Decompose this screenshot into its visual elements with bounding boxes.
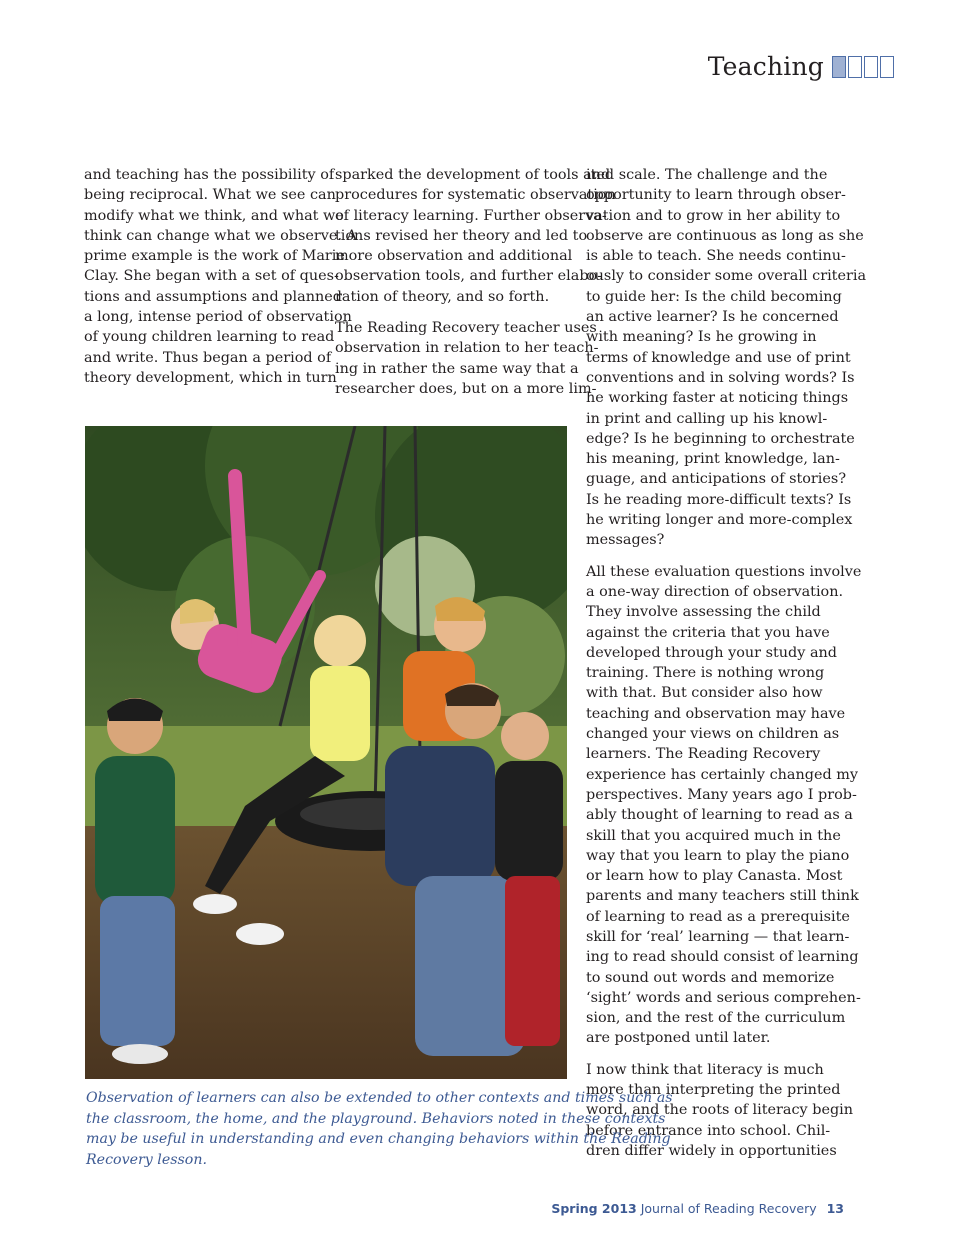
body-paragraph: [586, 165, 867, 551]
text-line: researcher does, but on a more lim-: [335, 380, 597, 397]
text-line: to guide her: Is the child becoming: [586, 288, 842, 305]
text-line: teaching and observation may have: [586, 705, 846, 722]
caption-line: the classroom, the home, and the playground. Behaviors noted in these contexts: [86, 1110, 666, 1127]
text-line: tions revised her theory and led to: [335, 227, 588, 244]
text-line: or learn how to play Canasta. Most: [586, 868, 843, 885]
text-line: guage, and anticipations of stories?: [586, 471, 847, 488]
text-line: ously to consider some overall criteria: [586, 268, 867, 285]
caption-line: may be useful in understanding and even changing behaviors within the Reading: [86, 1131, 671, 1147]
journal-name: Journal of Reading Recovery: [640, 1201, 817, 1216]
caption-line: Observation of learners can also be extended to other contexts and times such as: [86, 1090, 673, 1106]
text-line: a long, intense period of observation: [84, 309, 352, 326]
text-line: observation in relation to her teach-: [335, 340, 599, 357]
body-paragraph: [84, 165, 357, 388]
text-line: and teaching has the possibility of: [84, 167, 335, 183]
section-marker-icon: [832, 56, 894, 78]
text-line: observation tools, and further elabo-: [335, 268, 603, 285]
text-line: more than interpreting the printed: [586, 1082, 841, 1099]
text-line: opportunity to learn through obser-: [586, 187, 846, 204]
text-line: skill for ‘real’ learning — that learn-: [586, 928, 850, 945]
marker-box-filled: [832, 56, 846, 78]
caption-line: Recovery lesson.: [86, 1151, 207, 1168]
text-line: ited scale. The challenge and the: [586, 167, 828, 183]
text-line: conventions and in solving words? Is: [586, 369, 855, 386]
text-column-3: [586, 165, 867, 1172]
text-line: are postponed until later.: [586, 1030, 771, 1047]
photo-caption: [86, 1088, 673, 1170]
text-column-1: [84, 165, 357, 399]
text-line: theory development, which in turn: [84, 369, 337, 386]
text-line: he working faster at noticing things: [586, 390, 849, 407]
text-line: word, and the roots of literacy begin: [586, 1102, 854, 1119]
text-line: terms of knowledge and use of print: [586, 349, 851, 366]
text-line: he writing longer and more-complex: [586, 512, 853, 529]
text-line: of literacy learning. Further observa-: [335, 207, 607, 224]
text-line: a one-way direction of observation.: [586, 583, 844, 600]
text-line: changed your views on children as: [586, 726, 840, 743]
text-line: way that you learn to play the piano: [586, 847, 850, 864]
text-line: dren differ widely in opportunities: [586, 1142, 837, 1159]
text-line: I now think that literacy is much: [586, 1061, 824, 1078]
text-line: and write. Thus began a period of: [84, 349, 332, 366]
text-line: think can change what we observe. A: [84, 227, 357, 244]
text-line: more observation and additional: [335, 248, 573, 265]
text-line: ‘sight’ words and serious comprehen-: [586, 989, 861, 1006]
text-line: sion, and the rest of the curriculum: [586, 1010, 846, 1027]
page-number: 13: [826, 1201, 844, 1216]
marker-box: [848, 56, 862, 78]
text-line: ably thought of learning to read as a: [586, 807, 853, 824]
text-line: ing to read should consist of learning: [586, 949, 859, 966]
text-line: to sound out words and memorize: [586, 969, 835, 986]
text-line: with that. But consider also how: [586, 685, 823, 702]
text-line: being reciprocal. What we see can: [84, 187, 336, 204]
text-line: training. There is nothing wrong: [586, 665, 825, 682]
text-line: The Reading Recovery teacher uses: [335, 320, 597, 337]
marker-box: [864, 56, 878, 78]
text-line: Clay. She began with a set of ques-: [84, 268, 339, 285]
playground-photo: [85, 426, 567, 1079]
text-column-2: [335, 165, 616, 410]
issue-season: Spring 2013: [551, 1201, 637, 1216]
text-line: prime example is the work of Marie: [84, 248, 345, 265]
body-paragraph: [335, 165, 616, 307]
text-line: of learning to read as a prerequisite: [586, 908, 850, 925]
text-line: procedures for systematic observation: [335, 187, 616, 204]
text-line: Is he reading more-difficult texts? Is: [586, 491, 852, 508]
text-line: before entrance into school. Chil-: [586, 1122, 831, 1139]
text-line: against the criteria that you have: [586, 624, 830, 641]
text-line: edge? Is he beginning to orchestrate: [586, 430, 855, 447]
text-line: modify what we think, and what we: [84, 207, 344, 224]
body-paragraph: [586, 562, 862, 1049]
section-title: Teaching: [707, 52, 824, 81]
text-line: messages?: [586, 532, 665, 549]
text-line: ing in rather the same way that a: [335, 360, 579, 377]
text-line: tions and assumptions and planned: [84, 288, 342, 305]
text-line: ration of theory, and so forth.: [335, 288, 550, 305]
text-line: learners. The Reading Recovery: [586, 746, 821, 763]
text-line: in print and calling up his knowl-: [586, 410, 828, 427]
text-line: his meaning, print knowledge, lan-: [586, 451, 840, 468]
body-paragraph: [335, 318, 599, 399]
marker-box: [880, 56, 894, 78]
text-line: is able to teach. She needs continu-: [586, 248, 846, 265]
text-line: experience has certainly changed my: [586, 766, 859, 783]
text-line: All these evaluation questions involve: [586, 563, 862, 580]
text-line: perspectives. Many years ago I prob-: [586, 786, 857, 803]
text-line: observe are continuous as long as she: [586, 227, 864, 244]
text-line: vation and to grow in her ability to: [586, 207, 841, 224]
text-line: sparked the development of tools and: [335, 167, 611, 183]
text-line: with meaning? Is he growing in: [586, 329, 817, 346]
text-line: of young children learning to read: [84, 329, 335, 346]
running-header: [708, 52, 894, 81]
text-line: an active learner? Is he concerned: [586, 309, 839, 326]
text-line: skill that you acquired much in the: [586, 827, 841, 844]
text-line: parents and many teachers still think: [586, 888, 859, 905]
page-footer: [551, 1201, 844, 1216]
text-line: They involve assessing the child: [586, 604, 821, 621]
text-line: developed through your study and: [586, 644, 837, 661]
